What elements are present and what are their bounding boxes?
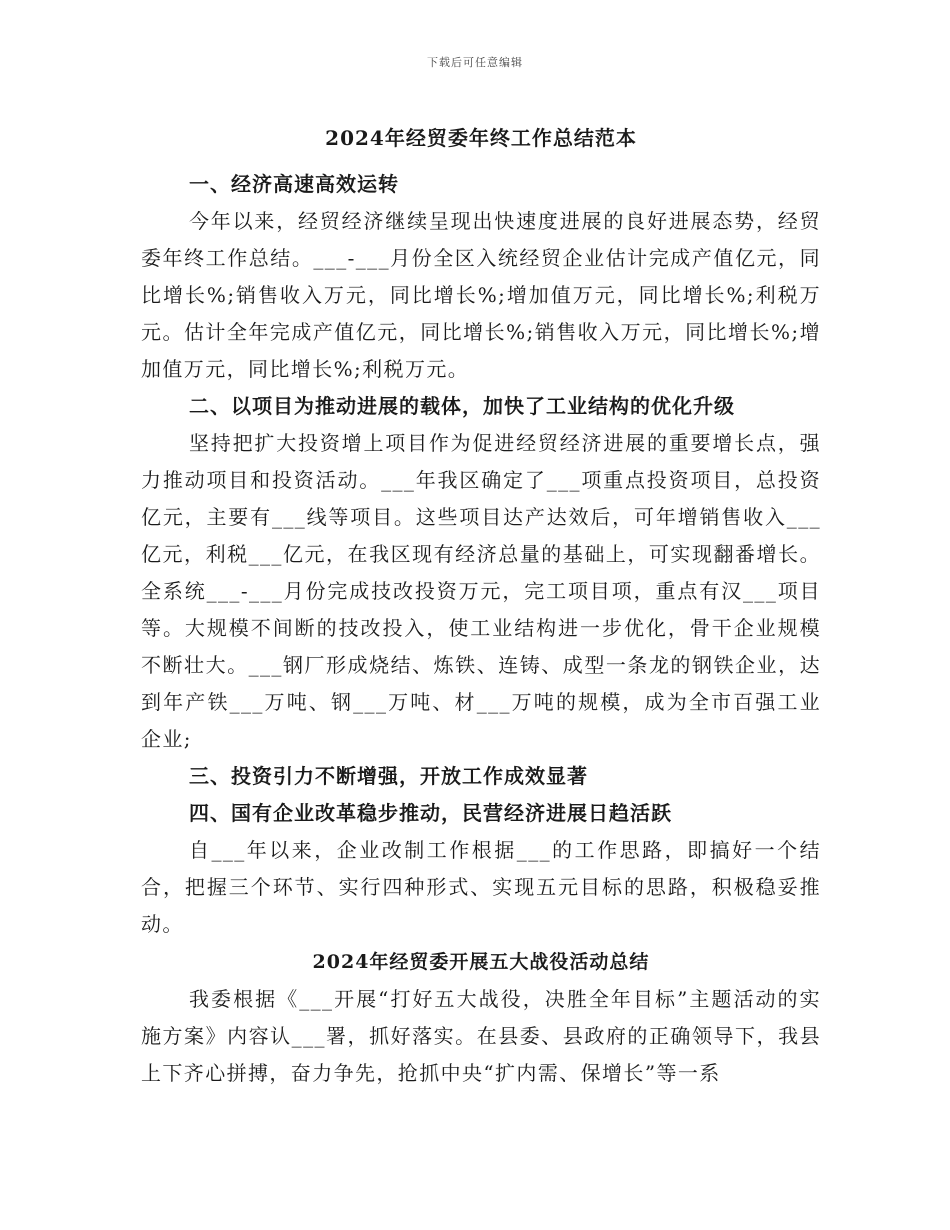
second-document-title: 2024年经贸委开展五大战役活动总结 <box>312 951 650 973</box>
document-title: 2024年经贸委年终工作总结范本 <box>325 126 637 150</box>
section-2-paragraph: 坚持把扩大投资增上项目作为促进经贸经济进展的重要增长点，强力推动项目和投资活动。___年我区确定了___项重点投资项目，总投资亿元，主要有___线等项目。这些项目达产达效后，可年增销售收入___亿元，利税___亿元，在我区现有经济总量的基础上，可实现翻番增长。全系统___-___月份完成技改投资万元，完工项目项，重点有汉___项目等。大规模不间断的技改投入，使工业结构进一步优化，骨干企业规模不断壮大。___钢厂形成烧结、炼铁、连铸、成型一条龙的钢铁企业，达到年产铁___万吨、钢___万吨、材___万吨的规模，成为全市百强工业企业; <box>141 431 821 751</box>
section-5-paragraph: 我委根据《___开展“打好五大战役，决胜全年目标”主题活动的实施方案》内容认___署，抓好落实。在县委、县政府的正确领导下，我县上下齐心拼搏，奋力争先，抢抓中央“扩内需、保增长”等一系 <box>141 987 821 1085</box>
header-note: 下载后可任意编辑 <box>427 56 523 69</box>
section-3-heading: 三、投资引力不断增强，开放工作成效显著 <box>189 764 588 788</box>
section-4-heading: 四、国有企业改革稳步推动，民营经济进展日趋活跃 <box>189 801 672 825</box>
section-4-paragraph: 自___年以来，企业改制工作根据___的工作思路，即搞好一个结合，把握三个环节、实行四种形式、实现五元目标的思路，积极稳妥推动。 <box>141 838 821 936</box>
section-1-paragraph: 今年以来，经贸经济继续呈现出快速度进展的良好进展态势，经贸委年终工作总结。___-___月份全区入统经贸企业估计完成产值亿元，同比增长%;销售收入万元，同比增长%;增加值万元，同比增长%;利税万元。估计全年完成产值亿元，同比增长%;销售收入万元，同比增长%;增加值万元，同比增长%;利税万元。 <box>141 209 821 381</box>
document-body <box>141 118 821 1092</box>
section-2-heading: 二、以项目为推动进展的载体，加快了工业结构的优化升级 <box>189 394 735 418</box>
section-1-heading: 一、经济高速高效运转 <box>189 172 399 196</box>
